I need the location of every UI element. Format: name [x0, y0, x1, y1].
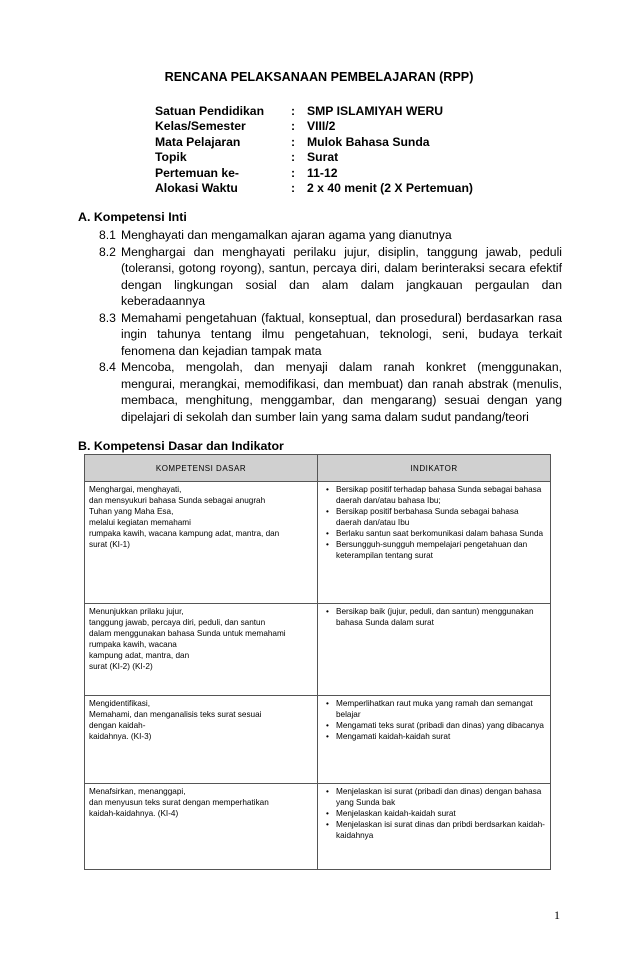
list-item: • Bersikap positif berbahasa Sunda sebagai bahasa daerah dan/atau Ibu: [336, 506, 546, 528]
info-row: Alokasi Waktu : 2 x 40 menit (2 X Pertemuan): [155, 180, 473, 195]
kd-cell: Menunjukkan prilaku jujur, tanggung jawab, percaya diri, peduli, dan santun dalam menggunakan bahasa Sunda untuk memahami rumpaka kawih, wacana kampung adat, mantra, dan surat (KI-2) (KI-2): [85, 604, 318, 696]
list-item: • Mengamati teks surat (pribadi dan dinas) yang dibacanya: [336, 720, 546, 731]
table-row: [85, 696, 551, 784]
list-item: • Bersikap positif terhadap bahasa Sunda sebagai bahasa daerah dan/atau bahasa Ibu;: [336, 484, 546, 506]
list-item: • Berlaku santun saat berkomunikasi dalam bahasa Sunda: [336, 528, 546, 539]
table-row: [85, 604, 551, 696]
kd-cell: Menafsirkan, menanggapi, dan menyusun teks surat dengan memperhatikan kaidah-kaidahnya. (KI-4): [85, 784, 318, 870]
table-row: [85, 482, 551, 604]
table-row: [85, 784, 551, 870]
kd-cell: Menghargai, menghayati, dan mensyukuri bahasa Sunda sebagai anugrah Tuhan yang Maha Esa, melalui kegiatan memahami rumpaka kawih, wacana kampung adat, mantra, dan surat (KI-1): [85, 482, 318, 604]
list-item: • Bersikap baik (jujur, peduli, dan santun) menggunakan bahasa Sunda dalam surat: [336, 606, 546, 628]
info-row: Mata Pelajaran : Mulok Bahasa Sunda: [155, 134, 430, 149]
list-item: 8.2 Menghargai dan menghayati perilaku jujur, disiplin, tanggung jawab, peduli (toleransi, gotong royong), santun, percaya diri, dalam berinteraksi secara efektif dengan lingkungan sosial dan alam dalam jangkauan pergaulan dan keberadaannya: [99, 244, 562, 308]
column-header: INDIKATOR: [318, 455, 551, 482]
table-header-row: [85, 455, 551, 482]
list-item: • Menjelaskan isi surat dinas dan pribdi berdsarkan kaidah-kaidahnya: [336, 819, 546, 841]
kompetensi-table: [84, 454, 551, 870]
info-row: Satuan Pendidikan : SMP ISLAMIYAH WERU: [155, 104, 444, 118]
list-item: • Mengamati kaidah-kaidah surat: [336, 731, 546, 742]
info-row: Kelas/Semester : VIII/2: [155, 119, 336, 134]
indikator-cell: [318, 482, 551, 604]
kompetensi-inti-list: [99, 227, 562, 425]
list-item: • Menjelaskan kaidah-kaidah surat: [336, 808, 546, 819]
page-title: RENCANA PELAKSANAAN PEMBELAJARAN (RPP): [164, 70, 474, 84]
page-number: 1: [554, 908, 560, 922]
indikator-cell: [318, 784, 551, 870]
column-header: KOMPETENSI DASAR: [85, 455, 318, 482]
info-row: Pertemuan ke- : 11-12: [155, 165, 338, 180]
list-item: 8.3 Memahami pengetahuan (faktual, konseptual, dan prosedural) berdasarkan rasa ingin tahunya tentang ilmu pengetahuan, teknologi, seni, budaya terkait fenomena dan kejadian tampak mata: [99, 310, 562, 358]
list-item: • Bersungguh-sungguh mempelajari pengetahuan dan keterampilan tentang surat: [336, 539, 546, 561]
section-b-heading: B. Kompetensi Dasar dan Indikator: [78, 439, 284, 453]
list-item: • Memperlihatkan raut muka yang ramah dan semangat belajar: [336, 698, 546, 720]
indikator-cell: [318, 696, 551, 784]
list-item: • Menjelaskan isi surat (pribadi dan dinas) dengan bahasa yang Sunda bak: [336, 786, 546, 808]
section-a-heading: A. Kompetensi Inti: [78, 210, 187, 224]
kd-cell: Mengidentifikasi, Memahami, dan menganalisis teks surat sesuai dengan kaidah- kaidahnya. (KI-3): [85, 696, 318, 784]
list-item: 8.4 Mencoba, mengolah, dan menyaji dalam ranah konkret (menggunakan, mengurai, merangkai, memodifikasi, dan membuat) dan ranah abstrak (menulis, membaca, menghitung, menggambar, dan mengarang) sesuai dengan yang dipelajari di sekolah dan sumber lain yang sama dalam sudut pandang/teori: [99, 360, 562, 424]
list-item: 8.1 Menghayati dan mengamalkan ajaran agama yang dianutnya: [99, 228, 452, 242]
info-block: [155, 104, 473, 196]
info-row: Topik : Surat: [155, 150, 339, 165]
indikator-cell: [318, 604, 551, 696]
